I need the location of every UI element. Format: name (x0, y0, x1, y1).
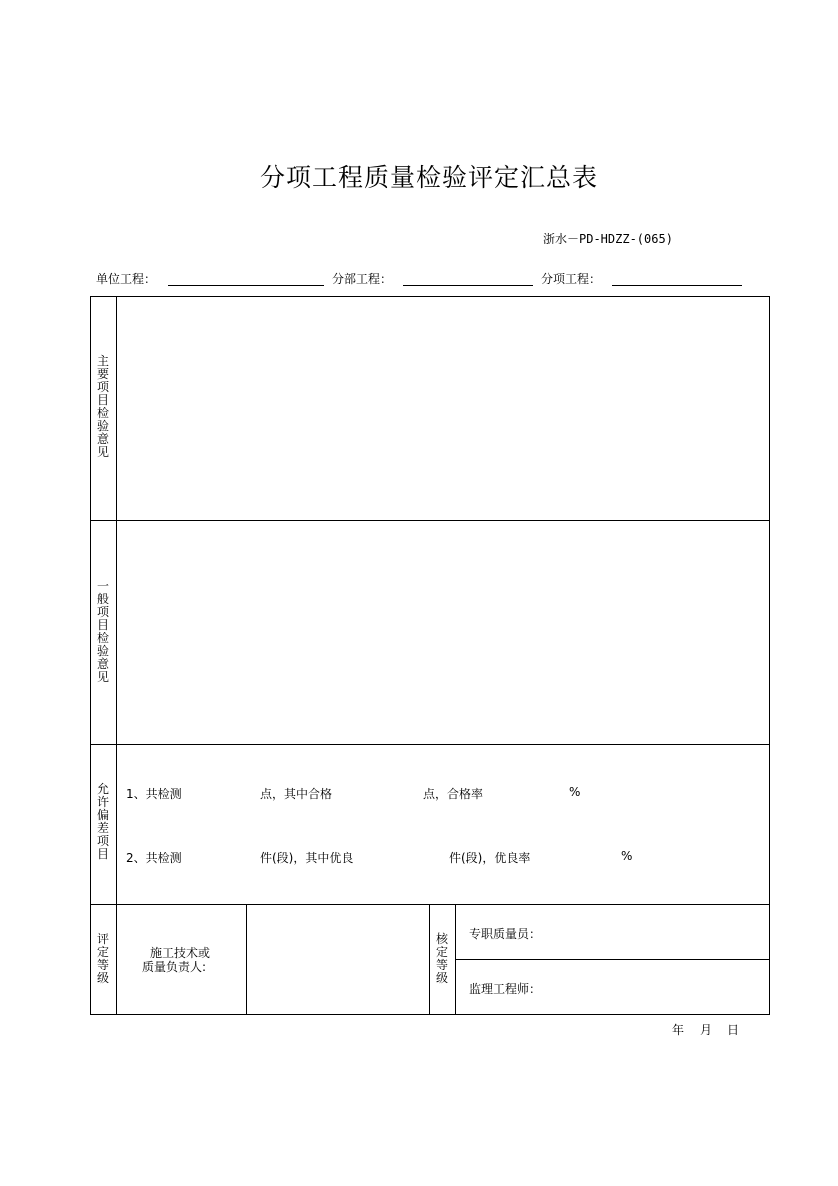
unit-project-field[interactable] (168, 285, 324, 286)
division-project-label: 分部工程： (332, 272, 393, 286)
main-items-label: 主 要 项 目 检 验 意 见 (96, 354, 109, 459)
cell-divider (456, 959, 770, 960)
supervisor-label: 监理工程师： (469, 982, 542, 996)
general-items-opinion-field[interactable] (118, 522, 766, 742)
cell-divider (246, 904, 247, 1014)
deviation-line2-percent: % (621, 849, 633, 863)
rating-label: 评 定 等 级 (96, 932, 109, 985)
date-day: 日 (727, 1023, 740, 1037)
deviation-line1-percent: % (569, 785, 581, 799)
deviation-line2-prefix: 2、共检测 (126, 851, 182, 865)
construction-responsible-label-2: 质量负责人: (142, 960, 207, 974)
date-year: 年 (672, 1023, 685, 1037)
unit-project-label: 单位工程： (96, 272, 157, 286)
division-project-field[interactable] (403, 285, 533, 286)
deviation-line1-qualified: 点，其中合格 (260, 787, 333, 801)
rating-grade-field[interactable] (248, 906, 427, 1012)
quality-officer-label: 专职质量员： (469, 927, 542, 941)
item-project-label: 分项工程： (541, 272, 602, 286)
deviation-line1-prefix: 1、共检测 (126, 787, 182, 801)
label-column-divider (116, 297, 117, 1014)
main-items-opinion-field[interactable] (118, 298, 766, 518)
general-items-label: 一 般 项 目 检 验 意 见 (96, 579, 109, 684)
section-divider (90, 904, 770, 905)
page-title: 分项工程质量检验评定汇总表 (259, 163, 598, 192)
allowable-deviation-label: 允 许 偏 差 项 目 (96, 782, 109, 861)
construction-responsible-label-1: 施工技术或 (150, 946, 211, 960)
deviation-line2-rate: 件(段)，优良率 (449, 851, 531, 865)
deviation-line1-rate: 点，合格率 (423, 787, 484, 801)
check-rating-label: 核 定 等 级 (435, 932, 448, 985)
form-code: 浙水－PD-HDZZ-(065) (543, 232, 673, 246)
deviation-line2-excellent: 件(段)，其中优良 (260, 851, 354, 865)
section-divider (90, 744, 770, 745)
date-month: 月 (700, 1023, 713, 1037)
section-divider (90, 520, 770, 521)
item-project-field[interactable] (612, 285, 742, 286)
